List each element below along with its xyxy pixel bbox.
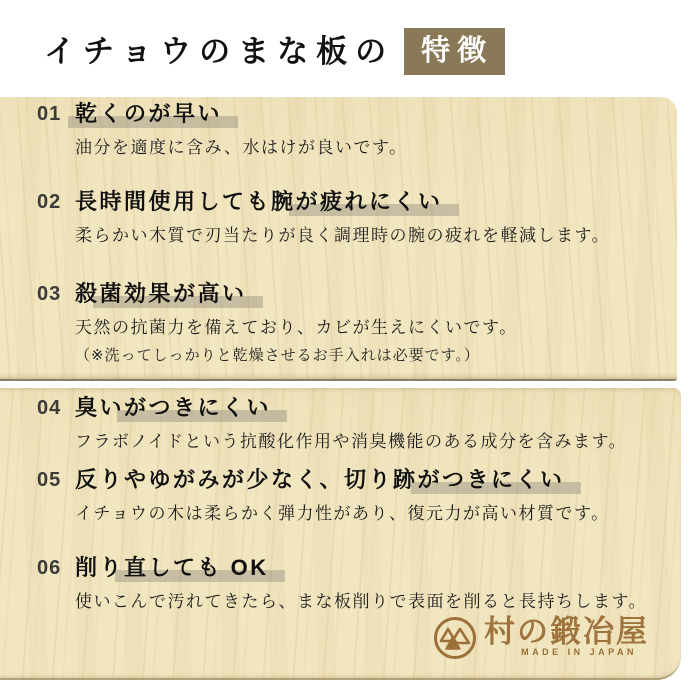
feature-number: 04 [37, 397, 62, 419]
page-title-text: イチョウのまな板の [44, 34, 395, 69]
title-badge: 特徴 [404, 28, 505, 75]
brand-stamp [434, 615, 649, 659]
feature-number: 05 [37, 469, 62, 491]
feature-heading: 反りやゆがみが少なく、切り跡がつきにくい [75, 467, 565, 492]
feature-description: 油分を適度に含み、水はけが良いです。 [75, 137, 408, 157]
mountain-emblem-icon [434, 617, 476, 659]
feature-description: イチョウの木は柔らかく弾力性があり、復元力が高い材質です。 [75, 503, 610, 523]
brand-name: 村の鍛冶屋 [484, 614, 649, 650]
feature-number: 03 [37, 283, 62, 305]
feature-heading: 臭いがつきにくい [75, 395, 272, 420]
feature-number: 06 [37, 557, 62, 579]
page-title [44, 27, 505, 77]
feature-item-04 [37, 394, 627, 454]
feature-description: 天然の抗菌力を備えており、カビが生えにくいです。 [75, 317, 518, 337]
feature-heading: 長時間使用しても腕が疲れにくい [75, 189, 443, 214]
feature-item-02 [37, 188, 610, 248]
feature-number: 02 [37, 191, 62, 213]
feature-heading: 乾くのが早い [75, 101, 223, 126]
feature-description: 柔らかい木質で刃当たりが良く調理時の腕の疲れを軽減します。 [75, 225, 611, 245]
feature-item-01 [37, 100, 408, 160]
brand-made-in-japan: MADE IN JAPAN [521, 647, 637, 658]
feature-number: 01 [37, 103, 62, 125]
feature-description: フラボノイドという抗酸化作用や消臭機能のある成分を含みます。 [75, 431, 628, 451]
feature-description: 使いこんで汚れてきたら、まな板削りで表面を削ると長持ちします。 [75, 591, 648, 611]
feature-item-03 [37, 280, 518, 367]
feature-heading: 削り直しても OK [75, 555, 269, 580]
feature-note: （※洗ってしっかりと乾燥させるお手入れは必要です。） [75, 347, 480, 365]
feature-heading: 殺菌効果が高い [75, 281, 247, 306]
feature-item-06 [37, 554, 647, 614]
feature-item-05 [37, 466, 610, 526]
